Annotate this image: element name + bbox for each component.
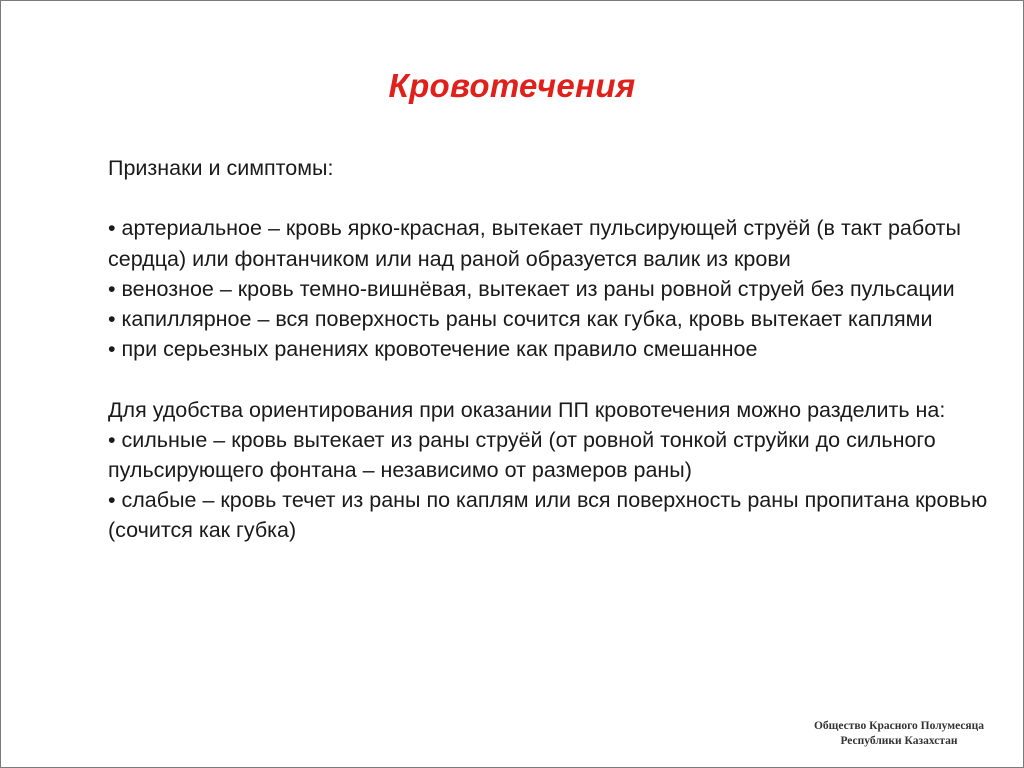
classification-weak: • слабые – кровь течет из раны по каплям или вся поверхность раны пропитана кровью (сочится как губка) [108, 488, 988, 543]
logo-line-2: Республики Казахстан [840, 735, 958, 747]
classification-intro: Для удобства ориентирования при оказании ПП кровотечения можно разделить на: [108, 397, 946, 422]
sign-capillary: • капиллярное – вся поверхность раны сочится как губка, кровь вытекает каплями [108, 307, 933, 331]
paragraph-gap [108, 364, 988, 394]
red-crescent-icon [859, 641, 939, 721]
logo-caption [793, 719, 1005, 749]
paragraph-gap [108, 183, 988, 213]
red-crescent-logo [793, 641, 1005, 761]
slide-title: Кровотечения [388, 67, 636, 104]
sign-venous: • венозное – кровь темно-вишнёвая, вытекает из раны ровной струей без пульсации [108, 276, 955, 301]
sign-mixed: • при серьезных ранениях кровотечение как правило смешанное [108, 337, 758, 362]
slide-body [108, 153, 988, 546]
logo-line-1: Общество Красного Полумесяца [813, 720, 985, 732]
classification-strong: • сильные – кровь вытекает из раны струёй (от ровной тонкой струйки до сильного пульсирующего фонтана – независимо от размеров раны) [108, 427, 936, 482]
signs-intro: Признаки и симптомы: [108, 156, 334, 180]
sign-arterial: • артериальное – кровь ярко-красная, вытекает пульсирующей струёй (в такт работы сердца) или фонтанчиком или над раной образуется валик из крови [108, 216, 961, 271]
